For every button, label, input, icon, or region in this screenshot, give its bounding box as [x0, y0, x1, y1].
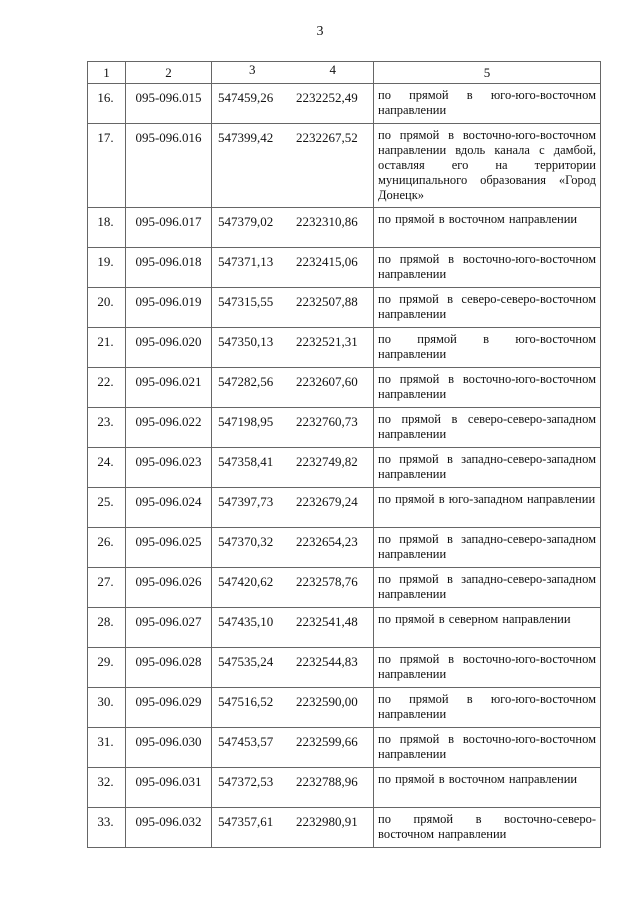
- point-id: 095-096.026: [126, 568, 212, 608]
- direction-description: по прямой в восточно-юго-восточном направлении: [374, 368, 601, 408]
- direction-description: по прямой в восточно-юго-восточном направлении: [374, 648, 601, 688]
- point-id: 095-096.031: [126, 768, 212, 808]
- table-row: [88, 124, 601, 208]
- direction-description: по прямой в северо-северо-восточном направлении: [374, 288, 601, 328]
- row-number: 30.: [88, 688, 126, 728]
- table-row: [88, 208, 601, 248]
- coordinate-x: 547372,53: [218, 774, 274, 789]
- coordinate-y: 2232607,60: [296, 374, 358, 389]
- table-header-row: [88, 62, 601, 84]
- page-number: 3: [316, 24, 324, 39]
- direction-description: по прямой в юго-юго-восточном направлении: [374, 84, 601, 124]
- coordinate-x: 547459,26: [218, 90, 274, 105]
- table-row: [88, 248, 601, 288]
- coordinate-y: 2232415,06: [296, 254, 358, 269]
- coordinate-y: 2232578,76: [296, 574, 358, 589]
- direction-description: по прямой в северном направлении: [374, 608, 601, 648]
- coordinate-y: 2232679,24: [296, 494, 358, 509]
- row-number: 27.: [88, 568, 126, 608]
- table-row: [88, 368, 601, 408]
- coordinate-y: 2232980,91: [296, 814, 358, 829]
- table-row: [88, 84, 601, 124]
- coordinates: [212, 288, 374, 328]
- point-id: 095-096.025: [126, 528, 212, 568]
- header-col-5: 5: [374, 62, 601, 84]
- coordinates: [212, 768, 374, 808]
- coordinate-x: 547535,24: [218, 654, 274, 669]
- coordinate-x: 547198,95: [218, 414, 274, 429]
- coordinates: [212, 124, 374, 208]
- coordinate-x: 547453,57: [218, 734, 274, 749]
- table-row: [88, 608, 601, 648]
- coordinate-y: 2232507,88: [296, 294, 358, 309]
- direction-description: по прямой в западно-северо-западном направлении: [374, 568, 601, 608]
- row-number: 17.: [88, 124, 126, 208]
- coordinate-x: 547371,13: [218, 254, 274, 269]
- coordinate-x: 547370,32: [218, 534, 274, 549]
- header-col-3-4: [212, 62, 374, 84]
- coordinate-x: 547435,10: [218, 614, 274, 629]
- point-id: 095-096.019: [126, 288, 212, 328]
- point-id: 095-096.024: [126, 488, 212, 528]
- coordinate-y: 2232310,86: [296, 214, 358, 229]
- point-id: 095-096.030: [126, 728, 212, 768]
- point-id: 095-096.018: [126, 248, 212, 288]
- header-col-1: 1: [88, 62, 126, 84]
- row-number: 25.: [88, 488, 126, 528]
- direction-description: по прямой в восточном направлении: [374, 768, 601, 808]
- coordinates: [212, 248, 374, 288]
- table-row: [88, 528, 601, 568]
- row-number: 24.: [88, 448, 126, 488]
- direction-description: по прямой в восточном направлении: [374, 208, 601, 248]
- coordinate-y: 2232267,52: [296, 130, 358, 145]
- direction-description: по прямой в восточно-юго-восточном направлении вдоль канала с дамбой, оставляя его на территории муниципального образования «Город Донецк»: [374, 124, 601, 208]
- coordinate-y: 2232599,66: [296, 734, 358, 749]
- point-id: 095-096.021: [126, 368, 212, 408]
- header-col-2: 2: [126, 62, 212, 84]
- coordinate-y: 2232760,73: [296, 414, 358, 429]
- coordinate-y: 2232521,31: [296, 334, 358, 349]
- row-number: 33.: [88, 808, 126, 848]
- table-row: [88, 328, 601, 368]
- table-row: [88, 408, 601, 448]
- coordinates: [212, 528, 374, 568]
- coordinate-x: 547358,41: [218, 454, 274, 469]
- coordinate-x: 547282,56: [218, 374, 274, 389]
- table-row: [88, 688, 601, 728]
- direction-description: по прямой в юго-восточном направлении: [374, 328, 601, 368]
- coordinates: [212, 328, 374, 368]
- row-number: 23.: [88, 408, 126, 448]
- point-id: 095-096.016: [126, 124, 212, 208]
- table-row: [88, 568, 601, 608]
- direction-description: по прямой в юго-западном направлении: [374, 488, 601, 528]
- direction-description: по прямой в восточно-юго-восточном направлении: [374, 728, 601, 768]
- table-row: [88, 808, 601, 848]
- coordinates: [212, 808, 374, 848]
- table-row: [88, 648, 601, 688]
- row-number: 31.: [88, 728, 126, 768]
- direction-description: по прямой в западно-северо-западном направлении: [374, 528, 601, 568]
- direction-description: по прямой в восточно-юго-восточном направлении: [374, 248, 601, 288]
- coordinate-y: 2232654,23: [296, 534, 358, 549]
- coordinate-x: 547357,61: [218, 814, 274, 829]
- coordinate-x: 547350,13: [218, 334, 274, 349]
- coordinates: [212, 448, 374, 488]
- row-number: 22.: [88, 368, 126, 408]
- point-id: 095-096.029: [126, 688, 212, 728]
- coordinates: [212, 608, 374, 648]
- table-row: [88, 288, 601, 328]
- row-number: 20.: [88, 288, 126, 328]
- direction-description: по прямой в северо-северо-западном направлении: [374, 408, 601, 448]
- coordinate-y: 2232590,00: [296, 694, 358, 709]
- coordinate-y: 2232749,82: [296, 454, 358, 469]
- coordinates: [212, 568, 374, 608]
- header-col-3: 3: [249, 62, 256, 77]
- row-number: 26.: [88, 528, 126, 568]
- point-id: 095-096.028: [126, 648, 212, 688]
- coordinate-x: 547516,52: [218, 694, 274, 709]
- point-id: 095-096.017: [126, 208, 212, 248]
- coordinate-x: 547397,73: [218, 494, 274, 509]
- coordinates: [212, 488, 374, 528]
- coordinates: [212, 688, 374, 728]
- direction-description: по прямой в юго-юго-восточном направлении: [374, 688, 601, 728]
- table-row: [88, 728, 601, 768]
- point-id: 095-096.020: [126, 328, 212, 368]
- point-id: 095-096.027: [126, 608, 212, 648]
- coordinate-x: 547420,62: [218, 574, 274, 589]
- coordinates: [212, 84, 374, 124]
- coordinate-y: 2232541,48: [296, 614, 358, 629]
- row-number: 32.: [88, 768, 126, 808]
- table-row: [88, 488, 601, 528]
- table-row: [88, 768, 601, 808]
- direction-description: по прямой в западно-северо-западном направлении: [374, 448, 601, 488]
- row-number: 19.: [88, 248, 126, 288]
- direction-description: по прямой в восточно-северо-восточном направлении: [374, 808, 601, 848]
- coordinate-y: 2232252,49: [296, 90, 358, 105]
- coordinates: [212, 728, 374, 768]
- table-row: [88, 448, 601, 488]
- header-col-4: 4: [329, 62, 336, 77]
- coordinates: [212, 208, 374, 248]
- coordinate-y: 2232544,83: [296, 654, 358, 669]
- row-number: 18.: [88, 208, 126, 248]
- point-id: 095-096.015: [126, 84, 212, 124]
- coordinate-y: 2232788,96: [296, 774, 358, 789]
- boundary-table: [87, 61, 601, 848]
- coordinates: [212, 408, 374, 448]
- row-number: 29.: [88, 648, 126, 688]
- coordinates: [212, 648, 374, 688]
- coordinate-x: 547399,42: [218, 130, 274, 145]
- row-number: 16.: [88, 84, 126, 124]
- coordinate-x: 547379,02: [218, 214, 274, 229]
- row-number: 21.: [88, 328, 126, 368]
- point-id: 095-096.022: [126, 408, 212, 448]
- point-id: 095-096.023: [126, 448, 212, 488]
- coordinates: [212, 368, 374, 408]
- coordinate-x: 547315,55: [218, 294, 274, 309]
- row-number: 28.: [88, 608, 126, 648]
- point-id: 095-096.032: [126, 808, 212, 848]
